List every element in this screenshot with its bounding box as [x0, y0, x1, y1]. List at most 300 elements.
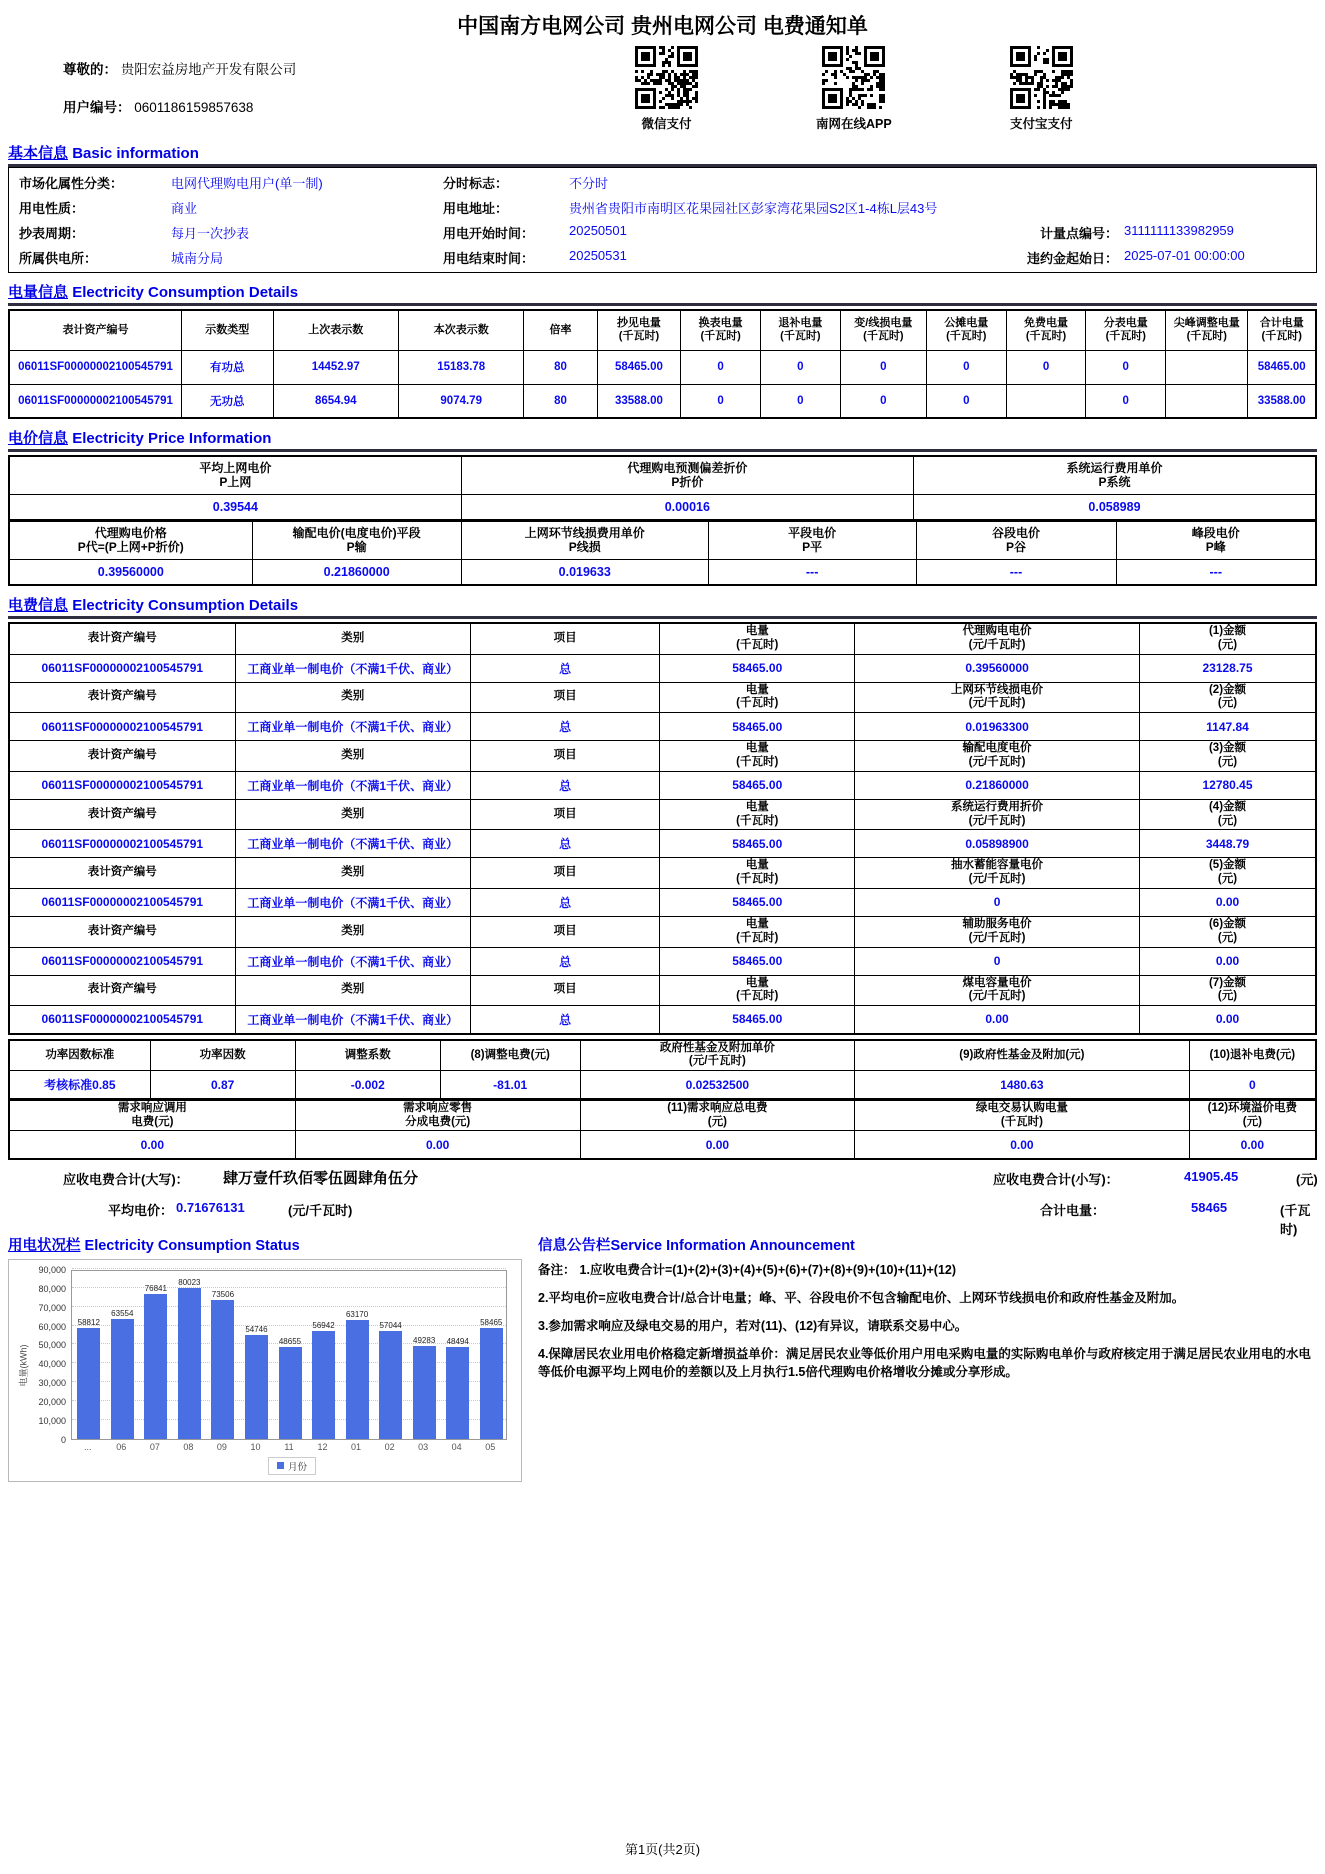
- header-cell: 代理购电价格 P代=(P上网+P折价): [9, 521, 252, 559]
- header-cell: 电量 (千瓦时): [660, 916, 855, 947]
- x-tick-label: 09: [216, 1441, 227, 1452]
- data-cell: 0.02532500: [580, 1071, 854, 1099]
- field-value: 3111111133982959: [1124, 223, 1234, 238]
- data-cell: 0.87: [150, 1071, 295, 1099]
- data-cell: 0: [1086, 384, 1166, 418]
- x-tick-label: 08: [183, 1441, 194, 1452]
- table-data-row: [9, 830, 1316, 858]
- header-cell: 峰段电价 P峰: [1116, 521, 1316, 559]
- data-cell: 06011SF00000002100545791: [9, 947, 235, 975]
- bar-value-label: 63554: [111, 1308, 134, 1318]
- section-fee-title: [8, 594, 1317, 619]
- y-tick-label: 50,000: [38, 1340, 66, 1351]
- data-cell: 0: [1189, 1071, 1316, 1099]
- data-cell: 0: [760, 384, 840, 418]
- adjust-table-bottom: [8, 1099, 1317, 1160]
- data-cell: 06011SF00000002100545791: [9, 654, 235, 682]
- data-cell: 0.00: [580, 1131, 854, 1159]
- table-data-row: [9, 1006, 1316, 1034]
- data-cell: 0.00: [9, 1131, 295, 1159]
- chart-legend: [268, 1457, 316, 1475]
- price-table-top: [8, 455, 1317, 521]
- notes-label: 备注：: [538, 1262, 576, 1277]
- header-cell: (4)金额 (元): [1140, 799, 1316, 830]
- data-cell: 总: [470, 888, 660, 916]
- basic-info-row: [9, 245, 1316, 270]
- field-label: 所属供电所：: [19, 251, 98, 266]
- chart-y-ticks: [23, 1264, 71, 1445]
- chart-y-axis-label: 电量(kWh): [18, 1344, 29, 1387]
- bar-value-label: 58465: [480, 1318, 503, 1328]
- basic-info-row: [9, 170, 1316, 195]
- bar-value-label: 76841: [144, 1283, 167, 1293]
- csg-app-qr-code: [822, 46, 885, 109]
- section-basic-title-zh: 基本信息: [8, 145, 69, 162]
- bar: [446, 1347, 469, 1439]
- bottom-row: [8, 1232, 1317, 1482]
- total-lower-unit: (元): [1296, 1171, 1318, 1187]
- table-data-row: [9, 1131, 1316, 1159]
- total-upper-value: 肆万壹仟玖佰零伍圆肆角伍分: [223, 1169, 419, 1187]
- announcement-column: [528, 1232, 1317, 1392]
- y-tick-label: 60,000: [38, 1321, 66, 1332]
- data-cell: 0: [840, 384, 926, 418]
- header-cell: 免费电量 (千瓦时): [1006, 310, 1086, 350]
- table-data-row: [9, 1071, 1316, 1099]
- header-cell: 表计资产编号: [9, 975, 235, 1006]
- header-cell: 需求响应调用 电费(元): [9, 1100, 295, 1131]
- chart-section-title-zh: 用电状况栏: [8, 1237, 81, 1254]
- data-cell: 总: [470, 947, 660, 975]
- data-cell: 1480.63: [855, 1071, 1190, 1099]
- header-cell: 电量 (千瓦时): [660, 623, 855, 654]
- y-tick-label: 20,000: [38, 1397, 66, 1408]
- data-cell: [1166, 350, 1248, 384]
- header-cell: 电量 (千瓦时): [660, 682, 855, 713]
- header-cell: 平均上网电价 P上网: [9, 456, 461, 494]
- bar-value-label: 58812: [77, 1317, 100, 1327]
- data-cell: 考核标准0.85: [9, 1071, 150, 1099]
- alipay-block: [1010, 46, 1073, 134]
- data-cell: 工商业单一制电价（不满1千伏、商业）: [235, 888, 470, 916]
- header-cell: 煤电容量电价 (元/千瓦时): [855, 975, 1140, 1006]
- header-cell: 类别: [235, 799, 470, 830]
- data-cell: 9074.79: [398, 384, 523, 418]
- data-cell: -81.01: [440, 1071, 580, 1099]
- data-cell: 15183.78: [398, 350, 523, 384]
- data-cell: 3448.79: [1140, 830, 1316, 858]
- bar-value-label: 80023: [178, 1277, 201, 1287]
- csg-app-label: 南网在线APP: [816, 117, 892, 131]
- data-cell: 0: [926, 350, 1006, 384]
- data-cell: 总: [470, 771, 660, 799]
- data-cell: 58465.00: [660, 713, 855, 741]
- bar-value-label: 48494: [446, 1337, 469, 1347]
- data-cell: 0.00: [1140, 947, 1316, 975]
- table-header-row: [9, 975, 1316, 1006]
- table-data-row: [9, 559, 1316, 585]
- header-cell: (10)退补电费(元): [1189, 1040, 1316, 1071]
- data-cell: 工商业单一制电价（不满1千伏、商业）: [235, 713, 470, 741]
- data-cell: 工商业单一制电价（不满1千伏、商业）: [235, 1006, 470, 1034]
- section-energy-title-en: Electricity Consumption Details: [72, 284, 299, 301]
- field-value: 电网代理购电用户(单一制): [171, 176, 323, 191]
- data-cell: 8654.94: [273, 384, 398, 418]
- data-cell: 0: [855, 947, 1140, 975]
- data-cell: 0: [1006, 350, 1086, 384]
- header-cell: 需求响应零售 分成电费(元): [295, 1100, 580, 1131]
- header-cell: 平段电价 P平: [708, 521, 916, 559]
- data-cell: 总: [470, 654, 660, 682]
- table-header-row: [9, 858, 1316, 889]
- field-label: 抄表周期：: [19, 226, 85, 241]
- wechat-pay-block: [635, 46, 698, 134]
- section-fee-title-zh: 电费信息: [8, 597, 69, 614]
- header-cell: 项目: [470, 741, 660, 772]
- csg-app-block: [816, 46, 892, 134]
- legend-label: 月份: [287, 1461, 307, 1473]
- data-cell: 总: [470, 713, 660, 741]
- table-header-row: [9, 1100, 1316, 1131]
- data-cell: 0.058989: [913, 494, 1316, 520]
- header-cell: 类别: [235, 858, 470, 889]
- page-footer: 第1页(共2页): [624, 1842, 701, 1857]
- chart-plot-area: [71, 1270, 507, 1440]
- header-cell: 倍率: [524, 310, 597, 350]
- y-tick-label: 80,000: [38, 1283, 66, 1294]
- x-tick-label: 03: [418, 1441, 429, 1452]
- data-cell: 0: [926, 384, 1006, 418]
- gridline: [72, 1268, 506, 1269]
- data-cell: 1147.84: [1140, 713, 1316, 741]
- field-label: 用电结束时间：: [443, 251, 535, 266]
- section-price-title-zh: 电价信息: [8, 430, 69, 447]
- header-cell: 表计资产编号: [9, 741, 235, 772]
- data-cell: 总: [470, 830, 660, 858]
- table-header-row: [9, 456, 1316, 494]
- data-cell: 0.00016: [461, 494, 913, 520]
- legend-swatch-icon: [277, 1462, 284, 1469]
- y-tick-label: 30,000: [38, 1378, 66, 1389]
- table-header-row: [9, 310, 1316, 350]
- data-cell: 58465.00: [660, 654, 855, 682]
- header-cell: 电量 (千瓦时): [660, 741, 855, 772]
- header-cell: 政府性基金及附加单价 (元/千瓦时): [580, 1040, 854, 1071]
- x-tick-label: 04: [451, 1441, 462, 1452]
- fee-table: [8, 622, 1317, 1035]
- table-header-row: [9, 799, 1316, 830]
- data-cell: 0.39544: [9, 494, 461, 520]
- bar-value-label: 57044: [379, 1321, 402, 1331]
- header-cell: 表计资产编号: [9, 310, 182, 350]
- table-data-row: [9, 771, 1316, 799]
- table-data-row: [9, 713, 1316, 741]
- header-cell: 项目: [470, 975, 660, 1006]
- data-cell: 0.39560000: [855, 654, 1140, 682]
- header-cell: 类别: [235, 975, 470, 1006]
- announcement-note: 3.参加需求响应及绿电交易的用户，若对(11)、(12)有异议，请联系交易中心。: [538, 1319, 968, 1334]
- field-value: 商业: [171, 201, 198, 216]
- bar: [144, 1294, 167, 1439]
- table-header-row: [9, 623, 1316, 654]
- header-cell: 表计资产编号: [9, 916, 235, 947]
- header-cell: 合计电量 (千瓦时): [1248, 310, 1316, 350]
- header-cell: 换表电量 (千瓦时): [681, 310, 761, 350]
- header-cell: 本次表示数: [398, 310, 523, 350]
- alipay-label: 支付宝支付: [1009, 117, 1073, 131]
- header-cell: 上网环节线损电价 (元/千瓦时): [855, 682, 1140, 713]
- data-cell: 06011SF00000002100545791: [9, 350, 182, 384]
- table-data-row: [9, 494, 1316, 520]
- bar: [77, 1328, 100, 1439]
- data-cell: 06011SF00000002100545791: [9, 1006, 235, 1034]
- header-cell: (6)金额 (元): [1140, 916, 1316, 947]
- announcement-notes: [538, 1261, 1317, 1382]
- header-cell: (5)金额 (元): [1140, 858, 1316, 889]
- bar-value-label: 48655: [278, 1336, 302, 1346]
- header-cell: 代理购电电价 (元/千瓦时): [855, 623, 1140, 654]
- chart-x-ticks: [71, 1440, 513, 1453]
- header-cell: 项目: [470, 799, 660, 830]
- wechat-pay-label: 微信支付: [641, 117, 692, 131]
- header-cell: 谷段电价 P谷: [916, 521, 1116, 559]
- data-cell: 0: [681, 384, 761, 418]
- total-energy-value: 58465: [1191, 1199, 1228, 1215]
- data-cell: [1166, 384, 1248, 418]
- x-tick-label: 12: [317, 1441, 328, 1452]
- data-cell: 总: [470, 1006, 660, 1034]
- wechat-pay-qr-code: [635, 46, 698, 109]
- header-cell: 辅助服务电价 (元/千瓦时): [855, 916, 1140, 947]
- field-label: 计量点编号：: [1039, 226, 1118, 241]
- data-cell: 0.00: [855, 1006, 1140, 1034]
- data-cell: 0.00: [1140, 888, 1316, 916]
- total-energy-unit: (千瓦时): [1280, 1202, 1311, 1237]
- header-cell: 电量 (千瓦时): [660, 975, 855, 1006]
- header-cell: 表计资产编号: [9, 799, 235, 830]
- header-cell: 表计资产编号: [9, 858, 235, 889]
- announcement-note: 4.保障居民农业用电价格稳定新增损益单价：满足居民农业等低价用户用电采购电量的实际购电单价与政府核定用于满足居民农业用电的水电等低价电源平均上网电价的差额以及上月执行1.5倍代理购电价格增收分摊或分享形成。: [538, 1347, 1311, 1380]
- section-price-title-en: Electricity Price Information: [72, 430, 272, 447]
- header-cell: 项目: [470, 916, 660, 947]
- header-cell: 类别: [235, 682, 470, 713]
- basic-info-box: [8, 167, 1317, 273]
- chart-legend-row: [23, 1457, 513, 1475]
- bar-value-label: 73506: [211, 1290, 235, 1299]
- data-cell: 14452.97: [273, 350, 398, 384]
- bar: [111, 1319, 134, 1439]
- x-tick-label: 11: [284, 1441, 294, 1452]
- bar-value-label: 56942: [312, 1321, 335, 1331]
- customer-block: [63, 46, 623, 134]
- avg-price-unit: (元/千瓦时): [288, 1202, 353, 1218]
- data-cell: 12780.45: [1140, 771, 1316, 799]
- consumption-bar-chart: [8, 1259, 522, 1482]
- header-cell: (11)需求响应总电费 (元): [580, 1100, 854, 1131]
- header-cell: 公摊电量 (千瓦时): [926, 310, 1006, 350]
- page-title: 中国南方电网公司 贵州电网公司 电费通知单: [457, 15, 868, 38]
- field-value: 20250531: [569, 248, 627, 263]
- user-no-line: [63, 96, 623, 116]
- header-cell: (8)调整电费(元): [440, 1040, 580, 1071]
- data-cell: 58465.00: [597, 350, 681, 384]
- data-cell: 0.01963300: [855, 713, 1140, 741]
- bar: [245, 1335, 268, 1438]
- table-header-row: [9, 741, 1316, 772]
- data-cell: 06011SF00000002100545791: [9, 384, 182, 418]
- field-label: 用电开始时间：: [443, 226, 535, 241]
- header-cell: (3)金额 (元): [1140, 741, 1316, 772]
- section-energy-title-zh: 电量信息: [8, 284, 69, 301]
- data-cell: 0.05898900: [855, 830, 1140, 858]
- header-cell: 电量 (千瓦时): [660, 799, 855, 830]
- data-cell: ---: [916, 559, 1116, 585]
- field-label: 用电性质：: [19, 201, 85, 216]
- section-fee-title-en: Electricity Consumption Details: [72, 597, 299, 614]
- bar: [211, 1300, 234, 1439]
- total-lower-label: 应收电费合计(小写)：: [993, 1171, 1119, 1187]
- basic-info-row: [9, 220, 1316, 245]
- field-value: 20250501: [569, 223, 627, 238]
- chart-section-title-en: Electricity Consumption Status: [84, 1237, 300, 1254]
- total-energy-label: 合计电量：: [1040, 1202, 1106, 1218]
- x-tick-label: 01: [351, 1441, 362, 1452]
- bar: [480, 1328, 503, 1438]
- field-label: 用电地址：: [443, 201, 509, 216]
- section-energy-title: [8, 281, 1317, 306]
- bar: [178, 1288, 201, 1439]
- data-cell: 58465.00: [660, 888, 855, 916]
- table-data-row: [9, 947, 1316, 975]
- data-cell: 58465.00: [660, 830, 855, 858]
- data-cell: 06011SF00000002100545791: [9, 713, 235, 741]
- table-data-row: [9, 654, 1316, 682]
- table-data-row: [9, 384, 1316, 418]
- x-tick-label: 07: [149, 1441, 160, 1452]
- data-cell: 23128.75: [1140, 654, 1316, 682]
- header-cell: 项目: [470, 858, 660, 889]
- y-tick-label: 90,000: [38, 1264, 66, 1275]
- data-cell: 0.21860000: [855, 771, 1140, 799]
- header-cell: 示数类型: [182, 310, 273, 350]
- header-cell: 功率因数标准: [9, 1040, 150, 1071]
- x-tick-label: 10: [250, 1441, 261, 1452]
- chart-body: [23, 1264, 513, 1445]
- header-cell: (1)金额 (元): [1140, 623, 1316, 654]
- chart-section-title: [8, 1234, 528, 1255]
- y-tick-label: 0: [60, 1434, 66, 1445]
- payment-qr-group: [635, 46, 1073, 134]
- header-cell: 变/线损电量 (千瓦时): [840, 310, 926, 350]
- header-cell: 代理购电预测偏差折价 P折价: [461, 456, 913, 494]
- total-upper-label: 应收电费合计(大写)：: [63, 1171, 189, 1187]
- field-label: 市场化属性分类：: [19, 176, 124, 191]
- totals-block: [8, 1164, 1318, 1237]
- data-cell: 0.00: [855, 1131, 1190, 1159]
- header-row: [8, 46, 1317, 134]
- data-cell: 有功总: [182, 350, 273, 384]
- bar: [279, 1347, 302, 1439]
- field-label: 违约金起始日：: [1026, 251, 1118, 266]
- header-cell: 上网环节线损费用单价 P线损: [461, 521, 708, 559]
- energy-table: [8, 309, 1317, 419]
- header-cell: 退补电量 (千瓦时): [760, 310, 840, 350]
- field-value: 贵州省贵阳市南明区花果园社区彭家湾花果园S2区1-4栋L层43号: [569, 201, 938, 216]
- header-cell: 分表电量 (千瓦时): [1086, 310, 1166, 350]
- data-cell: 0: [681, 350, 761, 384]
- header-cell: 项目: [470, 682, 660, 713]
- bar-value-label: 63170: [345, 1309, 369, 1319]
- header-cell: 抄见电量 (千瓦时): [597, 310, 681, 350]
- header-cell: 上次表示数: [273, 310, 398, 350]
- alipay-qr-code: [1010, 46, 1073, 109]
- header-cell: 输配电度电价 (元/千瓦时): [855, 741, 1140, 772]
- greeting-label: 尊敬的：: [63, 62, 117, 77]
- data-cell: 0: [855, 888, 1140, 916]
- header-cell: 系统运行费用折价 (元/千瓦时): [855, 799, 1140, 830]
- user-no-value: 0601186159857638: [134, 100, 254, 115]
- header-cell: (7)金额 (元): [1140, 975, 1316, 1006]
- bar: [413, 1346, 436, 1439]
- table-header-row: [9, 916, 1316, 947]
- data-cell: 工商业单一制电价（不满1千伏、商业）: [235, 771, 470, 799]
- data-cell: 0.39560000: [9, 559, 252, 585]
- data-cell: -0.002: [295, 1071, 440, 1099]
- table-header-row: [9, 521, 1316, 559]
- header-cell: 调整系数: [295, 1040, 440, 1071]
- header-cell: 表计资产编号: [9, 623, 235, 654]
- chart-column: [8, 1232, 528, 1482]
- table-header-row: [9, 1040, 1316, 1071]
- x-tick-label: ...: [84, 1441, 92, 1452]
- field-value: 城南分局: [171, 251, 224, 266]
- data-cell: ---: [708, 559, 916, 585]
- header-cell: (12)环境溢价电费 (元): [1189, 1100, 1316, 1131]
- gridline: [72, 1306, 506, 1307]
- bar: [346, 1320, 369, 1439]
- announcement-note: 2.平均电价=应收电费合计/总合计电量；峰、平、谷段电价不包含输配电价、上网环节线损电价和政府性基金及附加。: [538, 1290, 1185, 1305]
- total-lower-value: 41905.45: [1184, 1168, 1239, 1184]
- data-cell: 80: [524, 384, 597, 418]
- header-cell: 抽水蓄能容量电价 (元/千瓦时): [855, 858, 1140, 889]
- data-cell: 80: [524, 350, 597, 384]
- data-cell: 0.00: [1189, 1131, 1316, 1159]
- field-label: 分时标志：: [443, 176, 509, 191]
- bar: [312, 1331, 335, 1439]
- y-tick-label: 70,000: [38, 1302, 66, 1313]
- data-cell: 06011SF00000002100545791: [9, 888, 235, 916]
- bar-value-label: 54746: [245, 1325, 268, 1335]
- price-table-bottom: [8, 520, 1317, 586]
- avg-price-label: 平均电价：: [108, 1202, 174, 1218]
- y-tick-label: 40,000: [38, 1359, 66, 1370]
- data-cell: 0.019633: [461, 559, 708, 585]
- data-cell: 33588.00: [597, 384, 681, 418]
- data-cell: [1006, 384, 1086, 418]
- data-cell: 无功总: [182, 384, 273, 418]
- data-cell: 0: [760, 350, 840, 384]
- customer-name: 贵阳宏益房地产开发有限公司: [120, 62, 297, 77]
- header-cell: (9)政府性基金及附加(元): [855, 1040, 1190, 1071]
- basic-info-row: [9, 195, 1316, 220]
- section-price-title: [8, 427, 1317, 452]
- header-cell: 输配电价(电度电价)平段 P输: [252, 521, 461, 559]
- header-cell: 绿电交易认购电量 (千瓦时): [855, 1100, 1190, 1131]
- gridline: [72, 1325, 506, 1326]
- data-cell: 33588.00: [1248, 384, 1316, 418]
- x-tick-label: 05: [485, 1441, 496, 1452]
- section-basic-title: [8, 142, 1317, 167]
